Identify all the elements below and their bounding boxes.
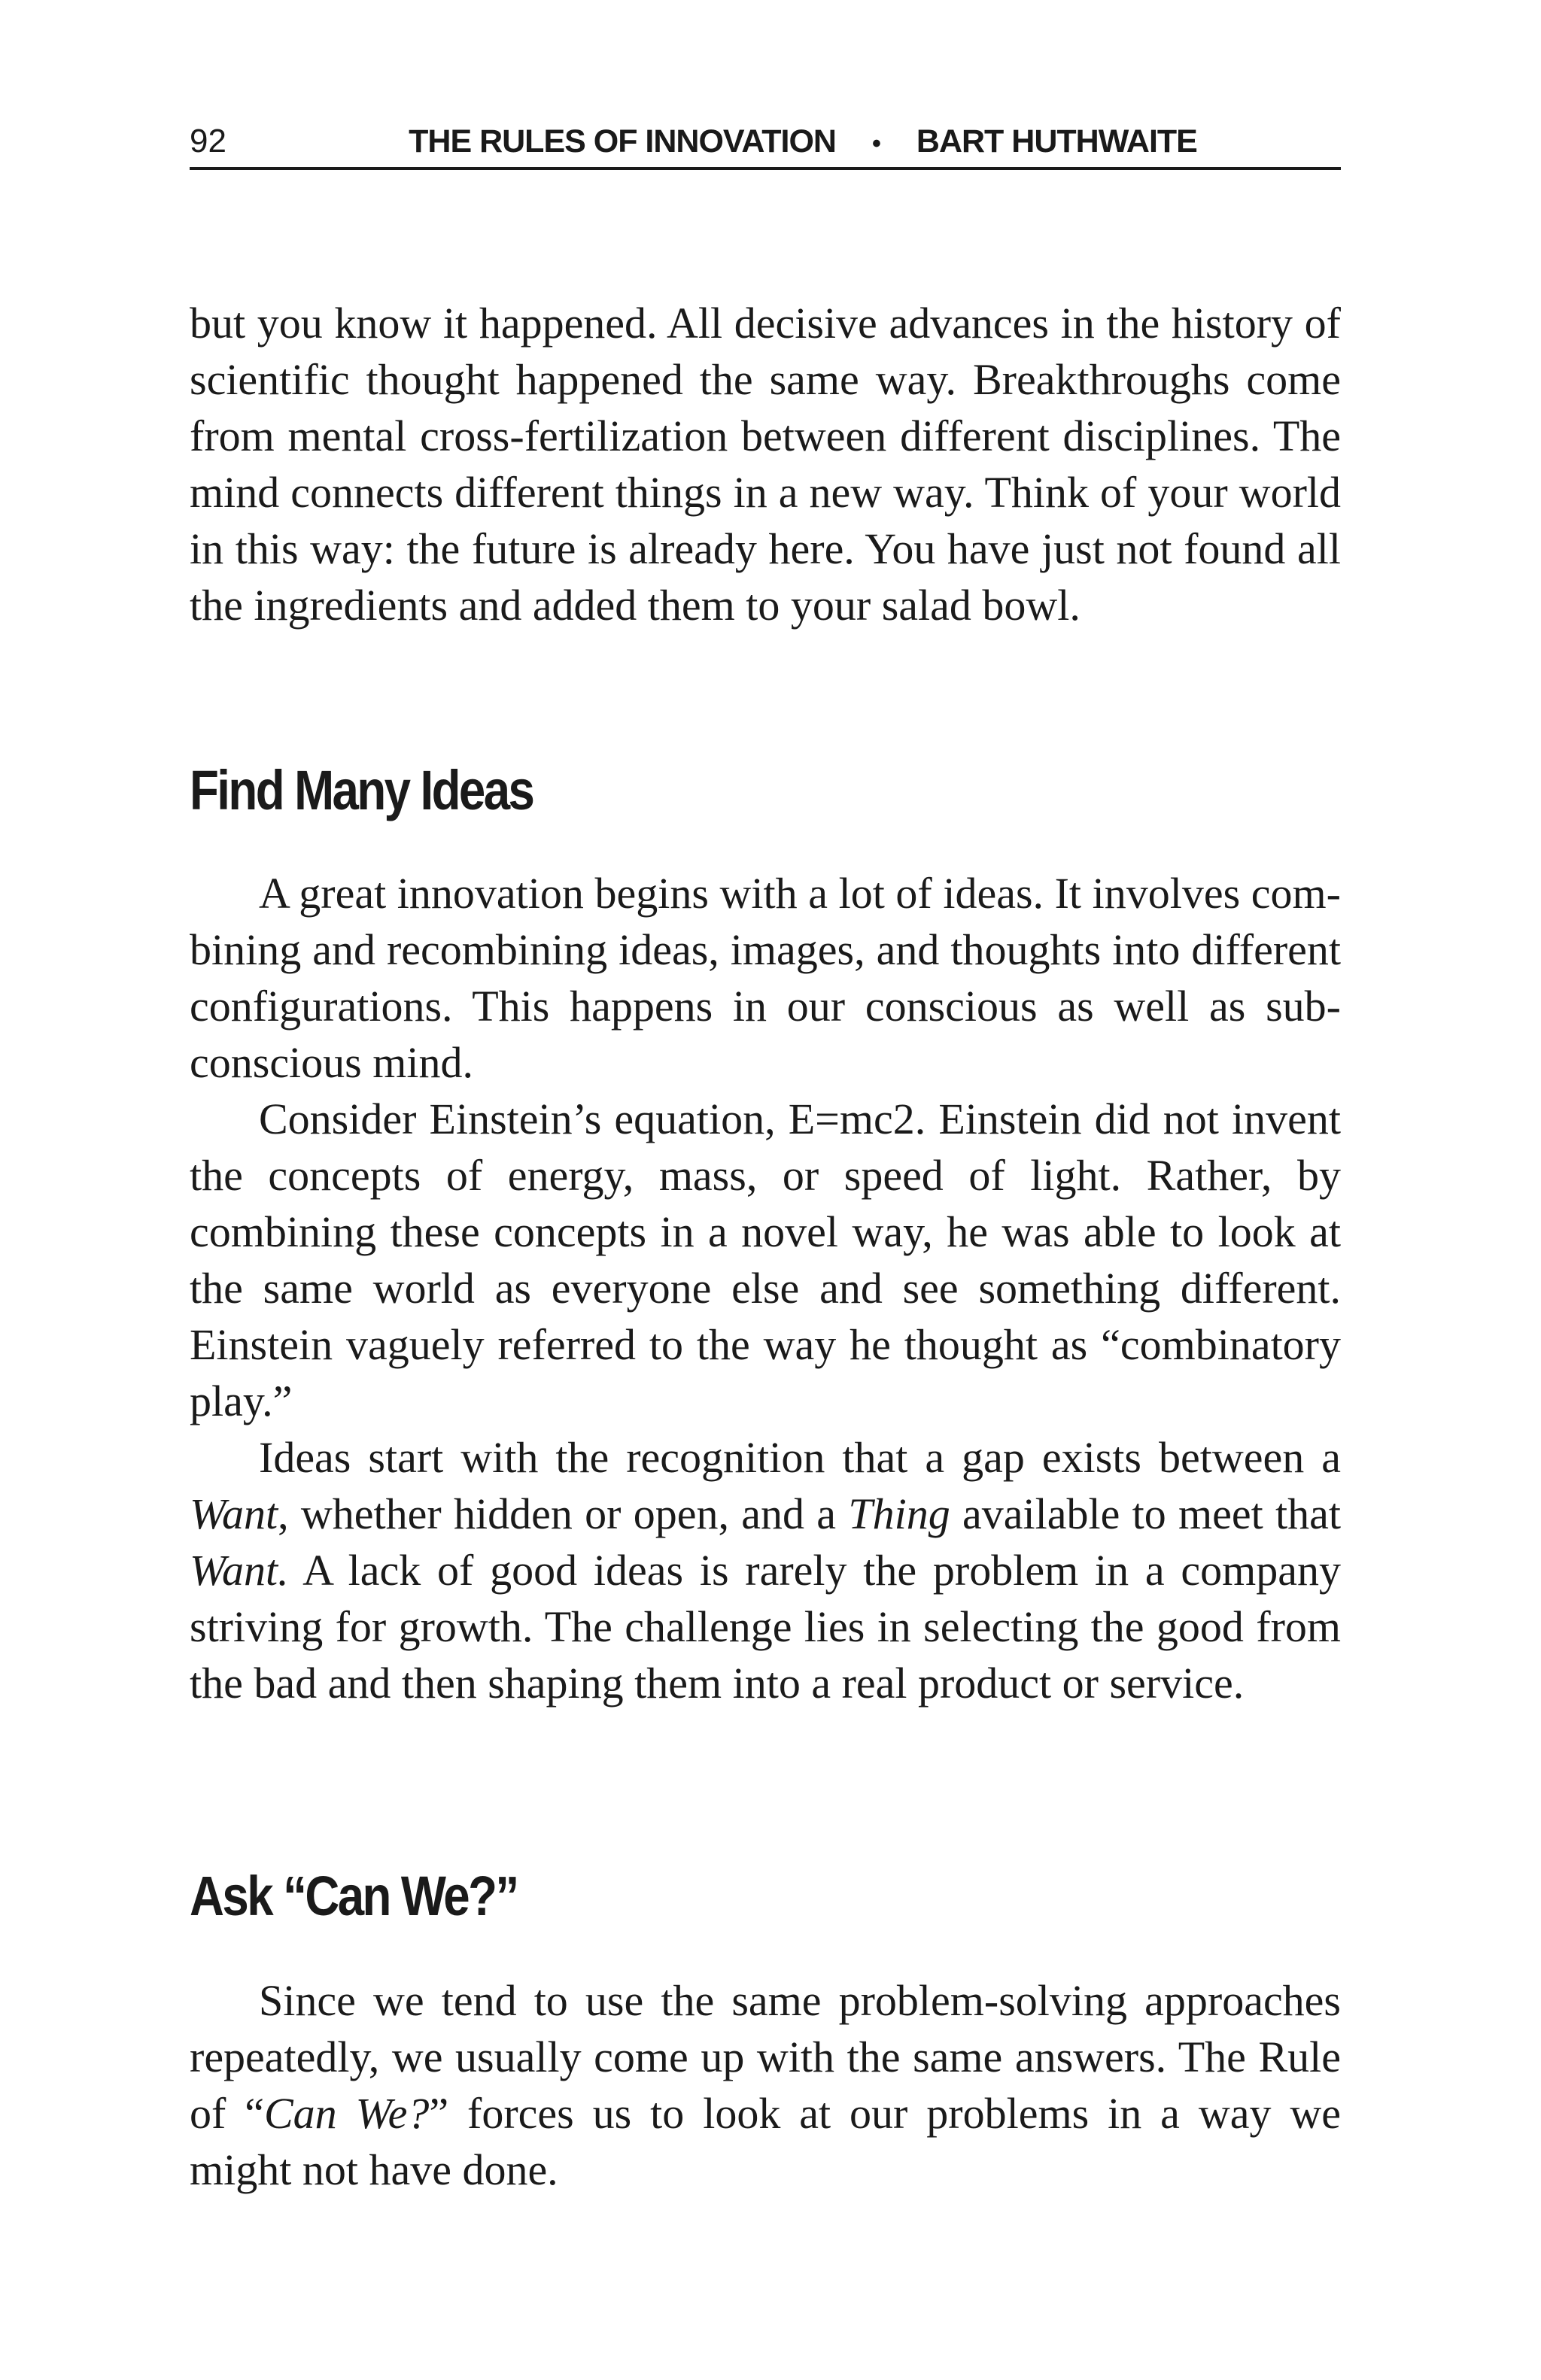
paragraph: Consider Einstein’s equation, E=mc2. Einstein did not invent the concepts of energy, mass, or speed of light. Rather, by combining these concepts in a novel way, he was able to look at the same world as everyone else and see something different. Einstein vaguely referred to the way he thought as “combinatory play.”: [190, 1094, 1341, 1425]
paragraph: but you know it happened. All decisive advances in the history of scientific thought happened the same way. Breakthroughs come from mental cross-fertilization between different disciplines. The mind connects different things in a new way. Think of your world in this way: the future is already here. You have just not found all the ingredients and added them to your salad bowl.: [190, 299, 1341, 630]
text-run: Since we tend to use the same problem-solving approaches repeatedly, we usually come up with the same answers. The Rule of “: [190, 1976, 1341, 2138]
text-run: A lack of good ideas is rarely the problem in a company striving for growth. The challenge lies in selecting the good from the bad and then shaping them into a real product or service.: [190, 1546, 1341, 1708]
running-title: [265, 120, 1341, 165]
book-title: THE RULES OF INNOVATION: [409, 123, 836, 159]
paragraph: [190, 1429, 1341, 1711]
section-heading-find-many-ideas: Find Many Ideas: [190, 759, 533, 821]
text-run: ” forces us to look at our problems in a way we might not have done.: [190, 2089, 1342, 2194]
italic-term-can-we: Can We?: [264, 2089, 430, 2138]
find-many-ideas-body: [190, 865, 1341, 1711]
running-head: [190, 113, 1341, 170]
separator-bullet: •: [871, 129, 880, 158]
text-run: Ideas start with the recognition that a gap exists between a: [259, 1433, 1341, 1482]
italic-term-want: Want: [190, 1489, 278, 1538]
section-heading-ask-can-we: Ask “Can We?”: [190, 1865, 518, 1927]
italic-term-want: Want.: [190, 1546, 289, 1595]
paragraph: A great innovation begins with a lot of ideas. It involves combining and recombining ideas, images, and thoughts into different configurations. This happens in our conscious as well as subconscious mind.: [190, 869, 1341, 1087]
ask-can-we-body: [190, 1972, 1341, 2198]
author-name: BART HUTHWAITE: [916, 123, 1197, 159]
italic-term-thing: Thing: [848, 1489, 950, 1538]
continued-paragraph-block: [190, 295, 1341, 633]
text-run: , whether hidden or open, and a: [278, 1489, 849, 1538]
page-number: 92: [190, 123, 226, 159]
text-run: available to meet that: [950, 1489, 1341, 1538]
paragraph: [190, 1972, 1341, 2198]
